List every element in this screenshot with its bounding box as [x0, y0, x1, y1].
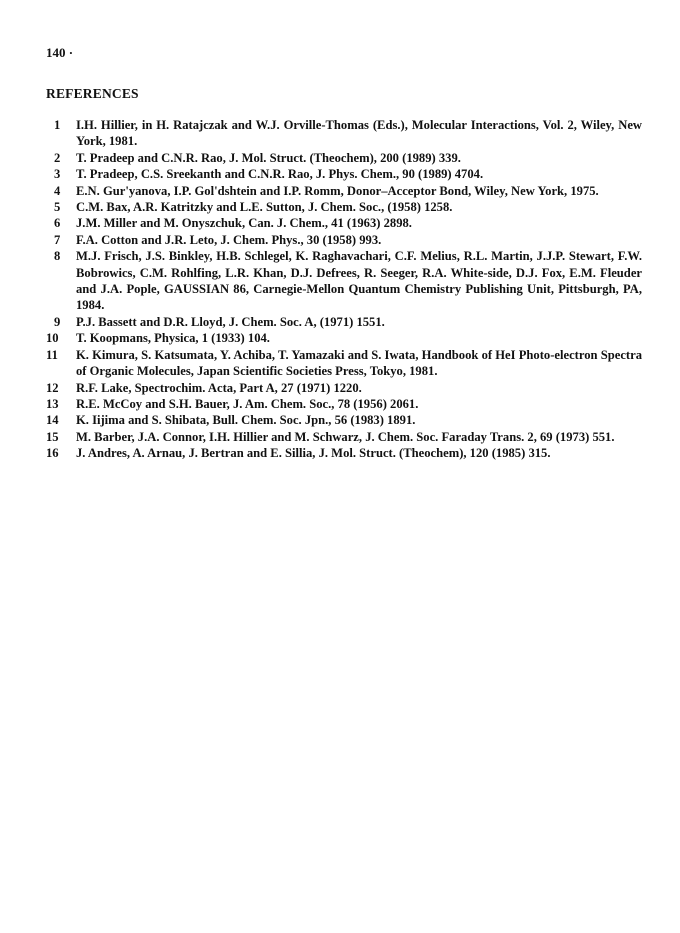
reference-item — [46, 248, 642, 314]
reference-number: 4 — [54, 183, 61, 198]
reference-item — [46, 445, 642, 461]
reference-text: J. Andres, A. Arnau, J. Bertran and E. Sillia, J. Mol. Struct. (Theochem), 120 (1985) 315. — [76, 446, 551, 461]
reference-item — [46, 314, 642, 330]
reference-text: I.H. Hillier, in H. Ratajczak and W.J. Orville-Thomas (Eds.), Molecular Interactions, Vol. 2, Wiley, New York, 1981. — [76, 118, 642, 149]
reference-text: F.A. Cotton and J.R. Leto, J. Chem. Phys., 30 (1958) 993. — [76, 232, 382, 247]
reference-text: E.N. Gur'yanova, I.P. Gol'dshtein and I.P. Romm, Donor–Acceptor Bond, Wiley, New York, 1975. — [76, 183, 599, 198]
reference-item — [46, 166, 642, 182]
reference-list — [46, 117, 642, 462]
reference-number: 11 — [46, 347, 58, 362]
reference-number: 1 — [54, 118, 61, 132]
reference-text: P.J. Bassett and D.R. Lloyd, J. Chem. Soc. A, (1971) 1551. — [76, 314, 385, 329]
reference-number: 7 — [54, 232, 61, 247]
references-heading: REFERENCES — [46, 86, 139, 101]
reference-text: K. Kimura, S. Katsumata, Y. Achiba, T. Yamazaki and S. Iwata, Handbook of HeI Photo-electron Spectra of Organic Molecules, Japan Scientific Societies Press, Tokyo, 1981. — [76, 347, 642, 379]
reference-item — [46, 117, 642, 150]
reference-item — [46, 199, 642, 215]
reference-item — [46, 215, 642, 231]
reference-item — [46, 412, 642, 428]
reference-item — [46, 150, 642, 166]
reference-text: T. Koopmans, Physica, 1 (1933) 104. — [76, 331, 270, 346]
reference-item — [46, 330, 642, 346]
reference-number: 13 — [46, 396, 59, 411]
reference-item — [46, 380, 642, 396]
reference-text: J.M. Miller and M. Onyszchuk, Can. J. Chem., 41 (1963) 2898. — [76, 216, 412, 231]
reference-number: 16 — [46, 446, 59, 461]
reference-text: M.J. Frisch, J.S. Binkley, H.B. Schlegel, K. Raghavachari, C.F. Melius, R.L. Martin, J.J.P. Stewart, F.W. Bobrowics, C.M. Rohlfing, L.R. Khan, D.J. Defrees, R. Seeger, R.A. White-side, D.J. Fox, E.M. Fleuder and J.A. Pople, GAUSSIAN 86, Carnegie-Mellon Quantum Chemistry Publishing Unit, Pittsburgh, PA, 1984. — [76, 249, 642, 313]
reference-item — [46, 429, 642, 445]
reference-item — [46, 396, 642, 412]
reference-text: T. Pradeep and C.N.R. Rao, J. Mol. Struct. (Theochem), 200 (1989) 339. — [76, 150, 461, 165]
reference-number: 9 — [54, 314, 61, 329]
reference-text: R.E. McCoy and S.H. Bauer, J. Am. Chem. Soc., 78 (1956) 2061. — [76, 396, 419, 411]
reference-text: M. Barber, J.A. Connor, I.H. Hillier and M. Schwarz, J. Chem. Soc. Faraday Trans. 2, 69 (1973) 551. — [76, 429, 615, 444]
reference-number: 15 — [46, 429, 59, 444]
reference-number: 12 — [46, 380, 59, 395]
reference-text: T. Pradeep, C.S. Sreekanth and C.N.R. Rao, J. Phys. Chem., 90 (1989) 4704. — [76, 167, 484, 182]
reference-number: 2 — [54, 150, 61, 165]
reference-text: R.F. Lake, Spectrochim. Acta, Part A, 27 (1971) 1220. — [76, 380, 362, 395]
reference-item — [46, 183, 642, 199]
reference-item — [46, 232, 642, 248]
reference-item — [46, 347, 642, 380]
page-number: 140 · — [46, 45, 74, 60]
reference-number: 10 — [46, 331, 59, 346]
reference-number: 14 — [46, 413, 59, 428]
reference-text: C.M. Bax, A.R. Katritzky and L.E. Sutton, J. Chem. Soc., (1958) 1258. — [76, 200, 453, 215]
reference-number: 3 — [54, 167, 61, 182]
reference-text: K. Iijima and S. Shibata, Bull. Chem. Soc. Jpn., 56 (1983) 1891. — [76, 413, 416, 428]
reference-number: 8 — [54, 249, 61, 264]
reference-number: 6 — [54, 216, 61, 231]
reference-number: 5 — [54, 200, 61, 215]
